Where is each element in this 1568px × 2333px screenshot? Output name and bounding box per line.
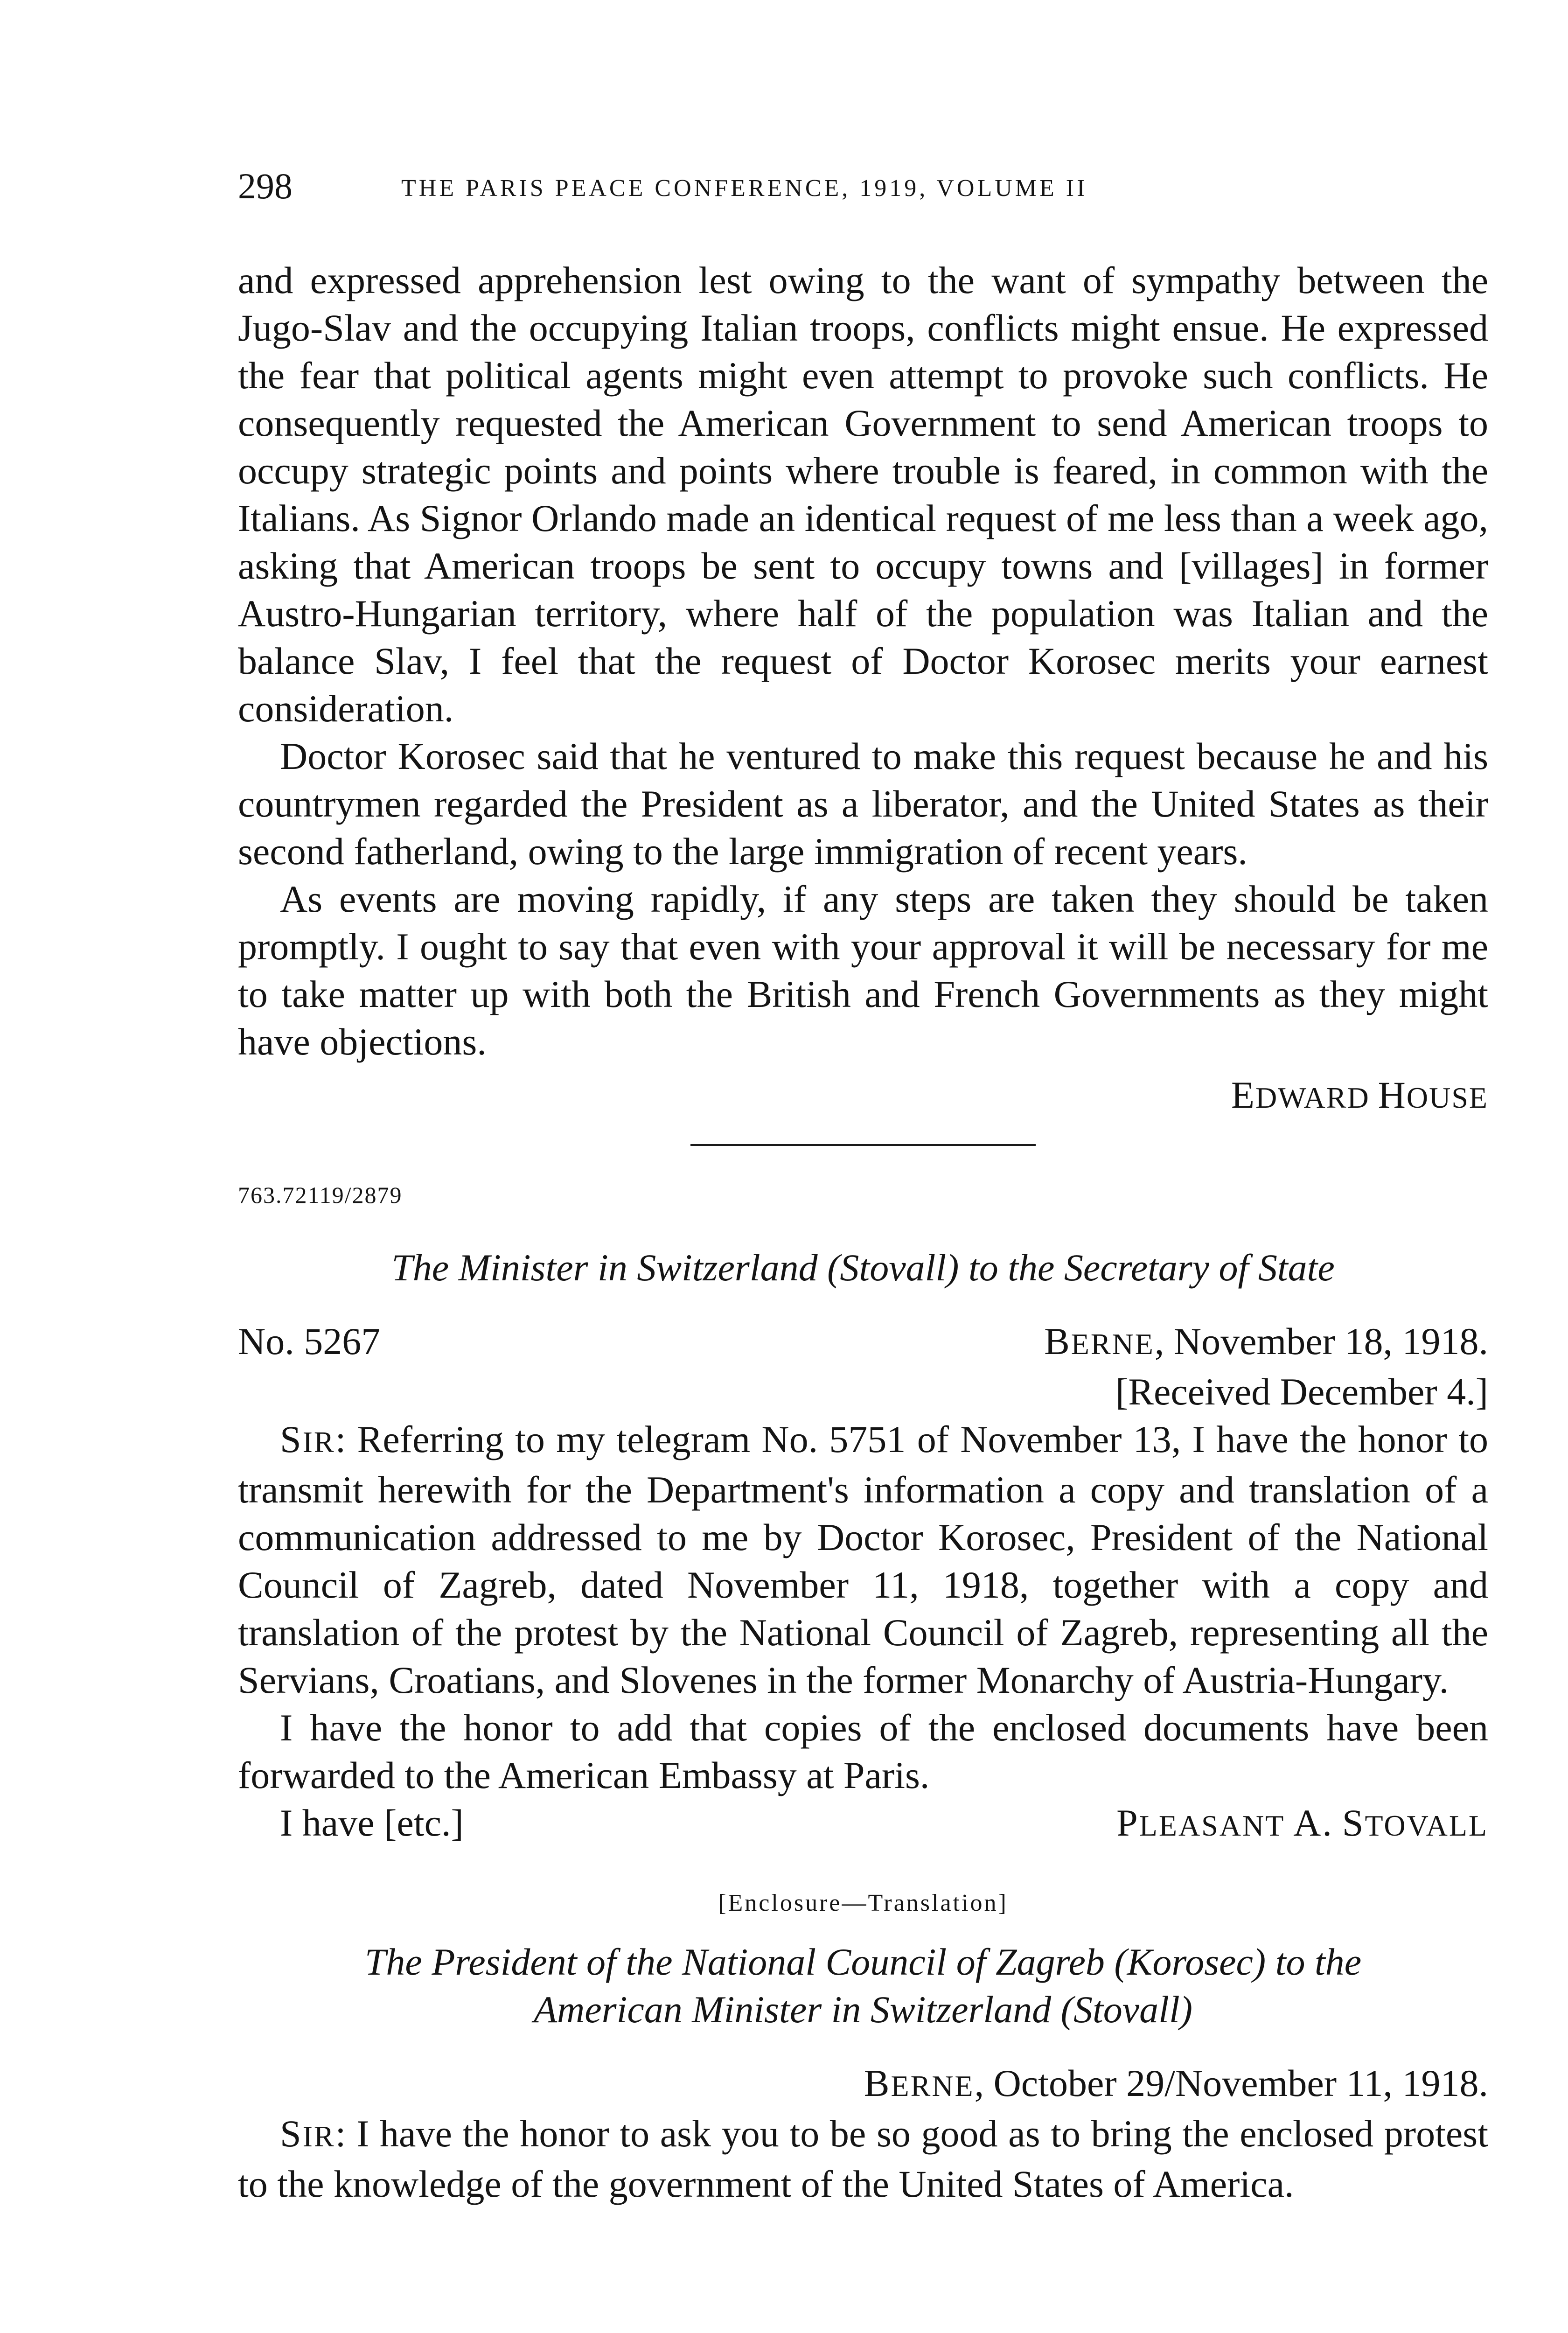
enclosure-title: The President of the National Council of Zagreb (Korosec) to the American Minister in Switzerland (Stovall) xyxy=(364,1941,1362,2031)
enclosure-date: , October 29/November 11, 1918. xyxy=(974,2062,1488,2104)
closing-text: I have [etc.] xyxy=(280,1802,464,1844)
signature-word: OUSE xyxy=(1406,1081,1488,1114)
dispatch-date: , November 18, 1918. xyxy=(1154,1320,1488,1362)
signature-house xyxy=(238,1071,1488,1122)
signature-stovall: PLEASANT A. STOVALL xyxy=(1116,1802,1488,1844)
dateline xyxy=(238,1318,1488,1368)
body-paragraph: As events are moving rapidly, if any steps are taken they should be taken promptly. I ought to say that even with your approval it will be necessary for me to take matter up with both the British and French Governments as they might have objections. xyxy=(238,878,1488,1063)
page-number: 298 xyxy=(238,166,293,206)
signature-word: DWARD xyxy=(1255,1081,1370,1114)
document-page xyxy=(238,168,1488,2208)
enclosure-label: [Enclosure—Translation] xyxy=(718,1890,1008,1916)
running-head xyxy=(238,168,1488,224)
file-number: 763.72119/2879 xyxy=(238,1182,403,1208)
received-date: [Received December 4.] xyxy=(1115,1370,1488,1413)
continued-paragraph: and expressed apprehension lest owing to the want of sympathy between the Jugo-Slav and the occupying Italian troops, conflicts might ensue. He expressed the fear that political agents might even attempt to provoke such conflicts. He consequently requested the American Government to send American troops to occupy strategic points and points where trouble is feared, in common with the Italians. As Signor Orlando made an identical request of me less than a week ago, asking that American troops be sent to occupy towns and [villages] in former Austro-Hungarian territory, where half of the population was Italian and the balance Slav, I feel that the request of Doctor Korosec merits your earnest consideration. xyxy=(238,259,1488,730)
place-name: BERNE xyxy=(864,2062,975,2104)
signature-letter: E xyxy=(1231,1074,1255,1116)
dispatch-number: No. 5267 xyxy=(238,1320,381,1362)
signature-letter: H xyxy=(1378,1074,1407,1116)
body-paragraph xyxy=(238,1416,1488,1704)
salutation: SIR xyxy=(280,1418,335,1460)
place-date xyxy=(1044,1318,1488,1368)
place-name: BERNE xyxy=(1044,1320,1155,1362)
document-title: The Minister in Switzerland (Stovall) to the Secretary of State xyxy=(391,1246,1335,1289)
body-paragraph: I have the honor to add that copies of the enclosed documents have been forwarded to the American Embassy at Paris. xyxy=(238,1706,1488,1796)
body-text: : Referring to my telegram No. 5751 of November 13, I have the honor to transmit herewith for the Department's information a copy and translation of a communication addressed to me by Doctor Korosec, President of the National Council of Zagreb, dated November 11, 1918, together with a copy and translation of the protest by the National Council of Zagreb, representing all the Servians, Croatians, and Slovenes in the former Monarchy of Austria-Hungary. xyxy=(238,1418,1488,1701)
section-divider xyxy=(690,1144,1036,1146)
body-text: : I have the honor to ask you to be so good as to bring the enclosed protest to the knowledge of the government of the United States of America. xyxy=(238,2112,1488,2205)
enclosure-dateline xyxy=(238,2060,1488,2110)
running-head-title: THE PARIS PEACE CONFERENCE, 1919, VOLUME II xyxy=(401,175,1088,202)
body-paragraph: Doctor Korosec said that he ventured to make this request because he and his countrymen regarded the President as a liberator, and the United States as their second fatherland, owing to the large immigration of recent years. xyxy=(238,735,1488,873)
salutation: SIR xyxy=(280,2112,335,2155)
closing-line xyxy=(238,1799,1488,1850)
body-paragraph xyxy=(238,2110,1488,2208)
